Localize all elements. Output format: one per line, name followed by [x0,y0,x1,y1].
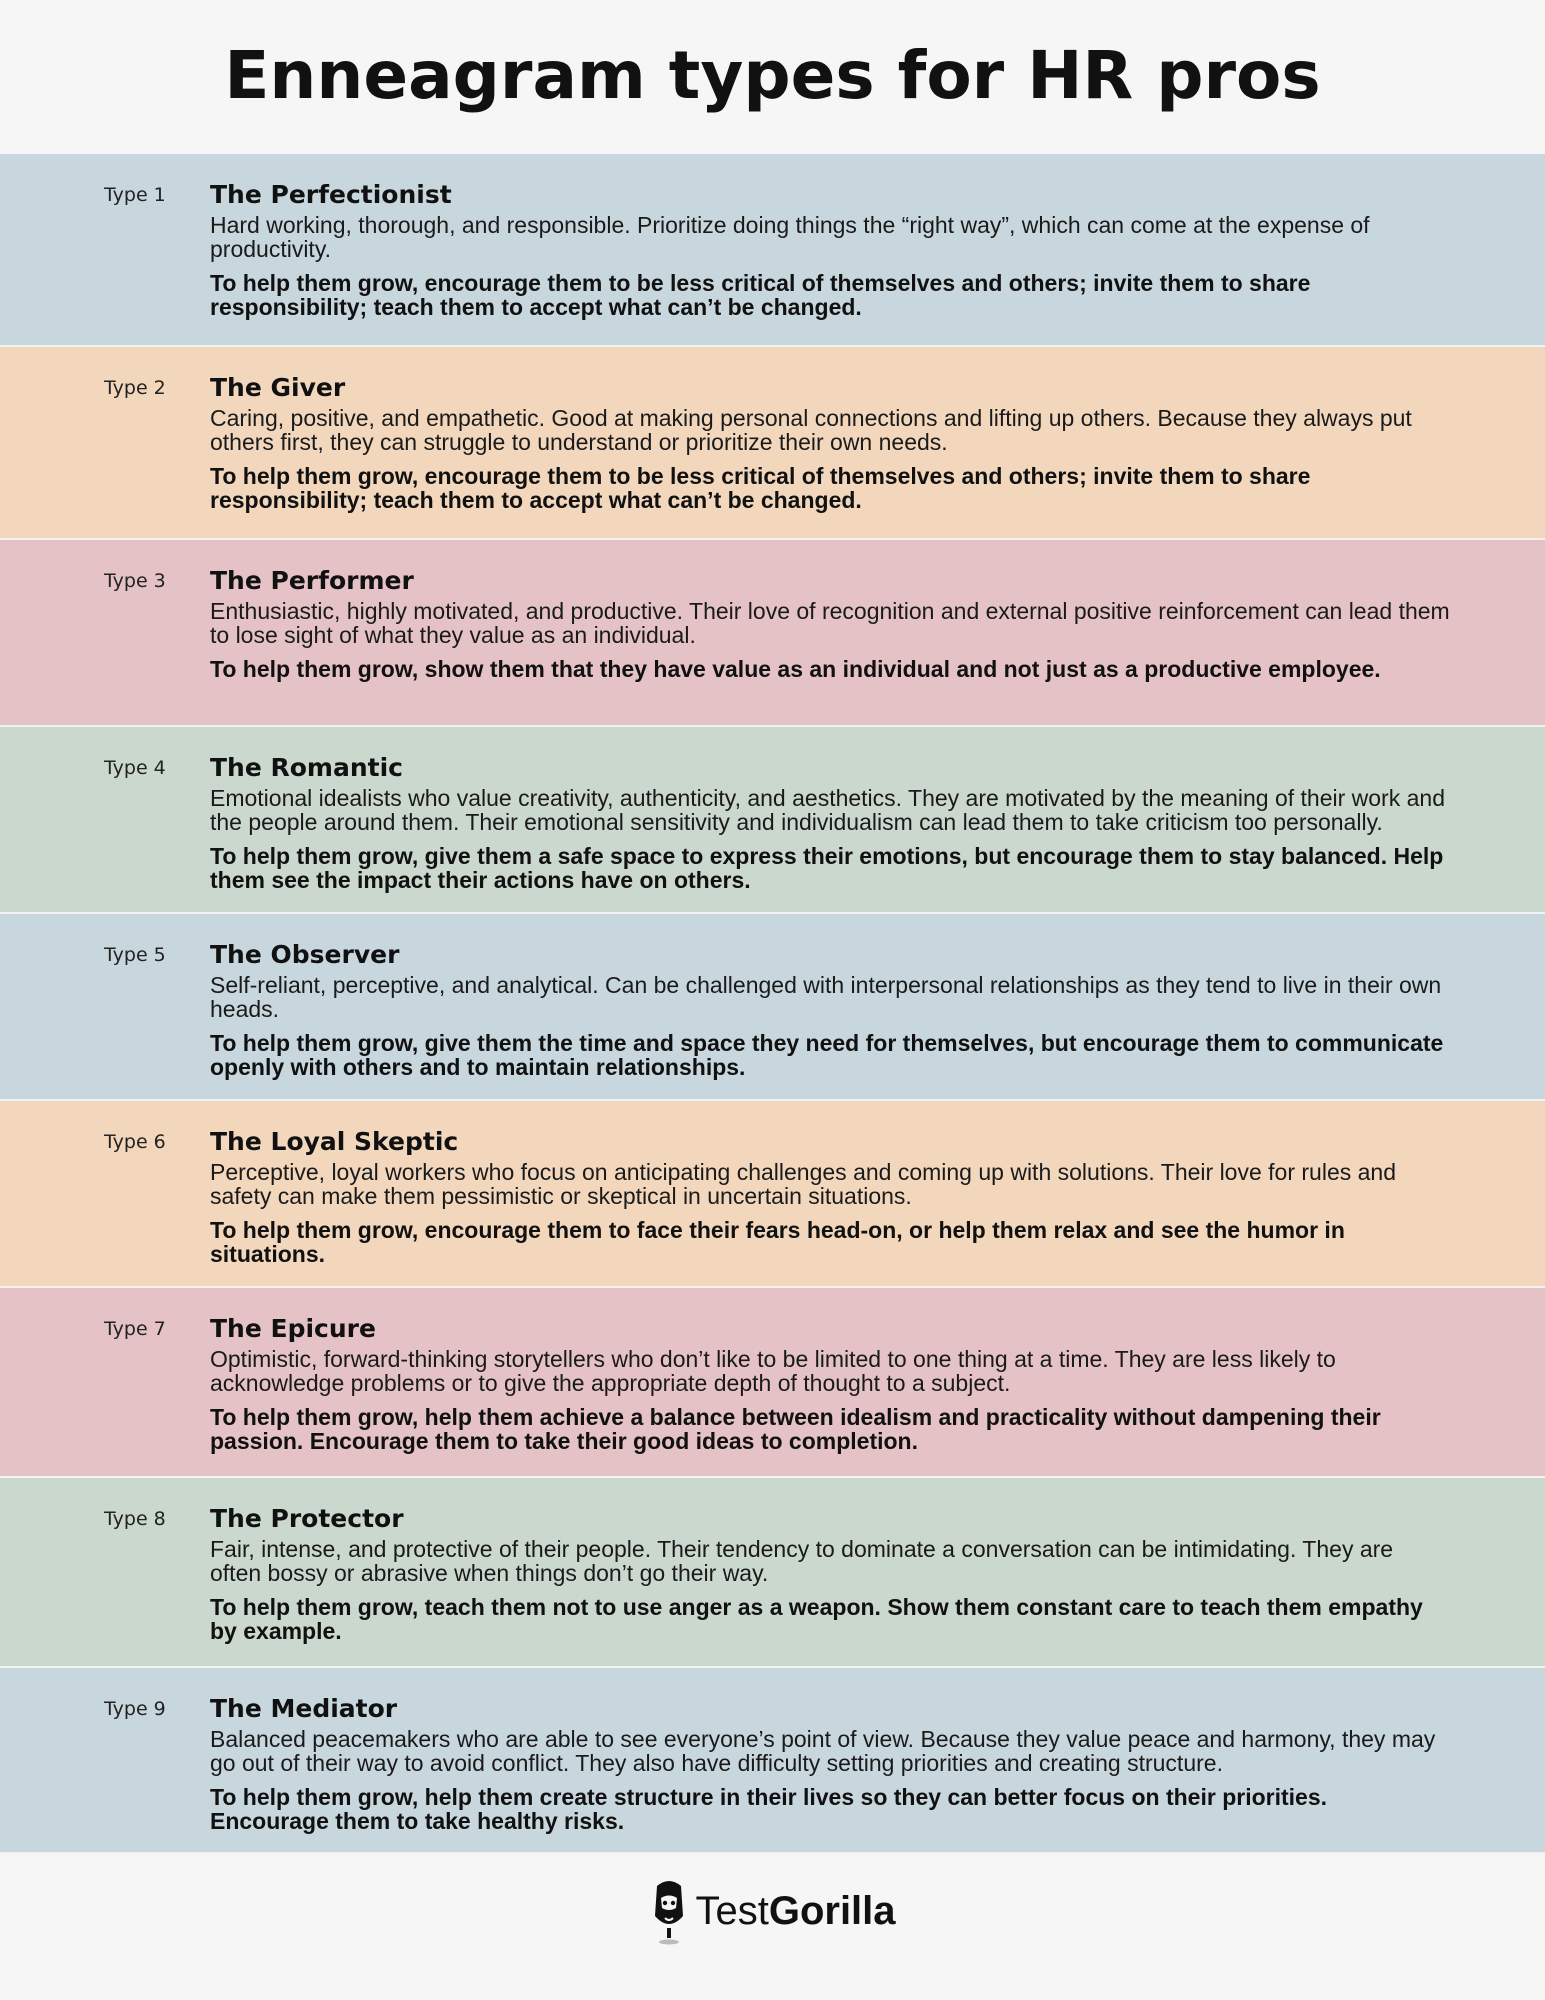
type-number-label: Type 1 [104,184,166,206]
type-number-label: Type 8 [104,1508,166,1530]
type-number-label: Type 6 [104,1131,166,1153]
type-content [210,180,1450,319]
type-name: The Mediator [210,1694,398,1723]
type-content [210,1127,1450,1266]
type-name: The Loyal Skeptic [210,1127,459,1156]
footer [0,1856,1545,1966]
type-name: The Protector [210,1504,404,1533]
type-growth-tip: To help them grow, encourage them to be less critical of themselves and others; invite them to share responsibility; teach them to accept what can’t be changed. [210,270,1311,320]
type-growth-tip: To help them grow, give them a safe space to express their emotions, but encourage them to stay balanced. Help them see the impact their actions have on others. [210,843,1444,893]
type-content [210,1314,1450,1453]
type-growth-tip: To help them grow, teach them not to use anger as a weapon. Show them constant care to teach them empathy by example. [210,1594,1423,1644]
type-number-label: Type 5 [104,944,166,966]
type-description: Balanced peacemakers who are able to see everyone’s point of view. Because they value peace and harmony, they may go out of their way to avoid conflict. They also have difficulty setting priorities and creating structure. [210,1726,1436,1776]
enneagram-type-list [0,154,1545,1854]
type-row [0,154,1545,347]
type-number-label: Type 4 [104,757,166,779]
type-number-label: Type 3 [104,570,166,592]
type-content [210,373,1450,512]
type-name: The Giver [210,373,346,402]
type-description: Emotional idealists who value creativity, authenticity, and aesthetics. They are motivated by the meaning of their work and the people around them. Their emotional sensitivity and individualism can lead them to take criticism too personally. [210,785,1445,835]
type-description: Caring, positive, and empathetic. Good at making personal connections and lifting up others. Because they always put others first, they can struggle to understand or prioritize their own needs. [210,405,1412,455]
type-growth-tip: To help them grow, show them that they have value as an individual and not just as a productive employee. [210,656,1381,682]
type-description: Hard working, thorough, and responsible. Prioritize doing things the “right way”, which can come at the expense of productivity. [210,212,1370,262]
type-growth-tip: To help them grow, help them achieve a balance between idealism and practicality without dampening their passion. Encourage them to take their good ideas to completion. [210,1404,1381,1454]
logo-wordmark [695,1889,895,1934]
type-description: Perceptive, loyal workers who focus on anticipating challenges and coming up with solutions. Their love for rules and safety can make them pessimistic or skeptical in uncertain situations. [210,1159,1396,1209]
type-name: The Perfectionist [210,180,452,209]
type-number-label: Type 9 [104,1698,166,1720]
page-title: Enneagram types for HR pros [224,37,1321,114]
type-row [0,540,1545,727]
type-name: The Observer [210,940,400,969]
type-growth-tip: To help them grow, help them create structure in their lives so they can better focus on their priorities. Encourage them to take healthy risks. [210,1784,1328,1834]
type-row [0,347,1545,540]
type-row [0,1101,1545,1288]
logo-wordmark-regular: Test [695,1888,769,1933]
type-growth-tip: To help them grow, encourage them to be less critical of themselves and others; invite them to share responsibility; teach them to accept what can’t be changed. [210,463,1311,513]
type-name: The Performer [210,566,414,595]
type-content [210,940,1450,1079]
type-description: Self-reliant, perceptive, and analytical. Can be challenged with interpersonal relationships as they tend to live in their own heads. [210,972,1442,1022]
type-description: Fair, intense, and protective of their people. Their tendency to dominate a conversation can be intimidating. They are often bossy or abrasive when things don’t go their way. [210,1536,1394,1586]
type-row [0,1478,1545,1668]
type-description: Enthusiastic, highly motivated, and productive. Their love of recognition and external positive reinforcement can lead them to lose sight of what they value as an individual. [210,598,1450,648]
type-row [0,1288,1545,1478]
type-content [210,753,1450,892]
type-growth-tip: To help them grow, give them the time and space they need for themselves, but encourage them to communicate openly with others and to maintain relationships. [210,1030,1444,1080]
type-content [210,566,1450,681]
logo-wordmark-bold: Gorilla [768,1888,896,1933]
type-content [210,1504,1450,1643]
type-content [210,1694,1450,1833]
type-row [0,914,1545,1101]
type-description: Optimistic, forward-thinking storytellers who don’t like to be limited to one thing at a time. They are less likely to acknowledge problems or to give the appropriate depth of thought to a subject. [210,1346,1336,1396]
type-name: The Epicure [210,1314,376,1343]
testgorilla-logo[interactable] [649,1876,895,1946]
type-number-label: Type 7 [104,1318,166,1340]
gorilla-head-icon [649,1876,689,1946]
type-name: The Romantic [210,753,403,782]
type-row [0,1668,1545,1854]
type-row [0,727,1545,914]
type-number-label: Type 2 [104,377,166,399]
type-growth-tip: To help them grow, encourage them to face their fears head-on, or help them relax and see the humor in situations. [210,1217,1345,1267]
